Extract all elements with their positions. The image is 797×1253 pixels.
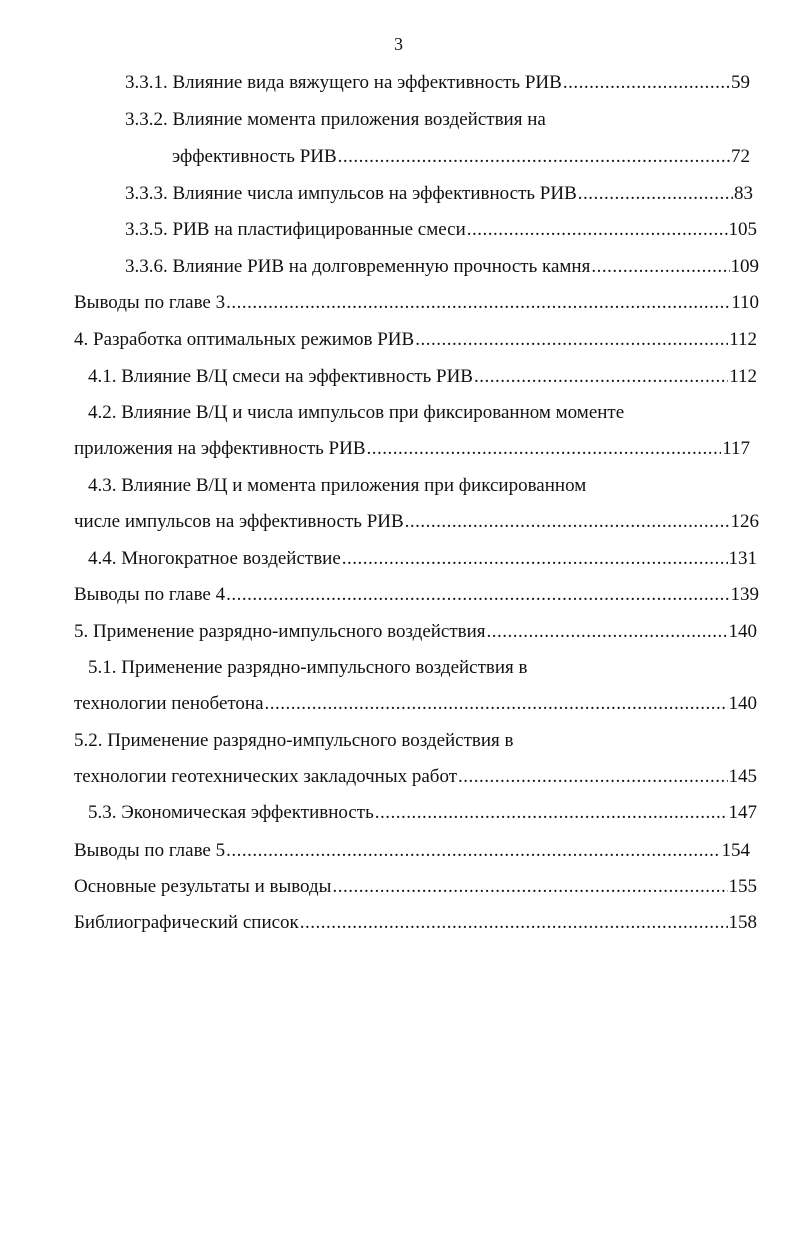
toc-entry-page: 140 [728, 621, 757, 642]
toc-entry[interactable] [74, 691, 757, 717]
toc-entry[interactable]: 5.1. Применение разрядно-импульсного воздействия в [88, 657, 528, 678]
toc-entry-page: 117 [722, 438, 750, 459]
toc-entry-leader [265, 691, 728, 717]
toc-entry[interactable] [74, 436, 750, 462]
toc-entry-title: Выводы по главе 3 [74, 292, 226, 313]
toc-entry-title: приложения на эффективность РИВ [74, 438, 366, 459]
toc-entry-title: 3.3.6. Влияние РИВ на долговременную прочность камня [125, 256, 591, 277]
toc-entry[interactable]: 3.3.2. Влияние момента приложения воздействия на [125, 109, 546, 130]
toc-entry[interactable] [74, 619, 757, 645]
toc-entry[interactable] [88, 364, 757, 390]
toc-entry-page: 72 [731, 146, 750, 167]
toc-entry-title: 4.1. Влияние В/Ц смеси на эффективность РИВ [88, 366, 473, 387]
toc-entry-title: 4. Разработка оптимальных режимов РИВ [74, 329, 415, 350]
toc-entry-leader [405, 509, 730, 535]
toc-entry[interactable] [88, 546, 757, 572]
toc-entry-page: 139 [730, 584, 759, 605]
toc-entry-leader [578, 181, 733, 207]
toc-entry[interactable] [74, 838, 750, 864]
toc-entry[interactable] [74, 327, 757, 353]
toc-entry-page: 83 [734, 183, 753, 204]
toc-entry-page: 105 [728, 219, 757, 240]
toc-entry-leader [458, 764, 727, 790]
toc-entry-title: 3.3.3. Влияние числа импульсов на эффективность РИВ [125, 183, 577, 204]
toc-entry[interactable] [74, 764, 757, 790]
toc-entry[interactable] [125, 70, 750, 96]
toc-entry-title: Библиографический список [74, 912, 299, 933]
toc-entry[interactable] [125, 254, 759, 280]
toc-entry-leader [467, 217, 728, 243]
toc-entry-leader [226, 838, 720, 864]
toc-entry-leader [226, 582, 729, 608]
toc-entry[interactable]: 4.2. Влияние В/Ц и числа импульсов при фиксированном моменте [88, 402, 625, 423]
toc-entry-title: 4.4. Многократное воздействие [88, 548, 341, 569]
toc-entry-title: технологии пенобетона [74, 693, 264, 714]
toc-entry-leader [338, 144, 730, 170]
toc-entry-leader [300, 910, 728, 936]
toc-entry-title: Основные результаты и выводы [74, 876, 332, 897]
toc-entry[interactable] [74, 910, 757, 936]
toc-entry-leader [563, 70, 730, 96]
toc-entry[interactable] [172, 144, 750, 170]
toc-entry-page: 112 [729, 329, 757, 350]
toc-entry-leader [342, 546, 728, 572]
toc-entry-title: числе импульсов на эффективность РИВ [74, 511, 404, 532]
toc-entry-title: Выводы по главе 4 [74, 584, 226, 605]
toc-entry-title: технологии геотехнических закладочных работ [74, 766, 458, 787]
toc-entry-page: 59 [731, 72, 750, 93]
toc-entry[interactable] [74, 290, 759, 316]
toc-entry-page: 109 [730, 256, 759, 277]
toc-entry[interactable] [74, 509, 759, 535]
toc-entry[interactable] [74, 874, 757, 900]
toc-entry-leader [487, 619, 728, 645]
page-number: 3 [394, 34, 403, 54]
toc-entry-leader [591, 254, 729, 280]
toc-entry-page: 112 [729, 366, 757, 387]
toc-entry[interactable] [88, 800, 757, 826]
toc-entry[interactable] [74, 582, 759, 608]
toc-entry-leader [415, 327, 728, 353]
toc-entry-page: 145 [728, 766, 757, 787]
toc-entry-page: 147 [728, 802, 757, 823]
toc-entry-title: эффективность РИВ [172, 146, 337, 167]
toc-entry-leader [367, 436, 722, 462]
toc-entry[interactable]: 5.2. Применение разрядно-импульсного воздействия в [74, 730, 514, 751]
toc-entry-page: 158 [728, 912, 757, 933]
toc-entry-page: 126 [730, 511, 759, 532]
toc-entry-title: 3.3.5. РИВ на пластифицированные смеси [125, 219, 466, 240]
toc-entry-leader [474, 364, 728, 390]
toc-entry-page: 154 [721, 840, 750, 861]
toc-entry-title: 5. Применение разрядно-импульсного воздействия [74, 621, 486, 642]
toc-entry-page: 110 [731, 292, 759, 313]
toc-entry[interactable]: 4.3. Влияние В/Ц и момента приложения при фиксированном [88, 475, 587, 496]
toc-entry-leader [332, 874, 727, 900]
toc-entry-page: 155 [728, 876, 757, 897]
toc-entry-title: 5.3. Экономическая эффективность [88, 802, 374, 823]
toc-entry[interactable] [125, 181, 753, 207]
toc-entry-page: 131 [728, 548, 757, 569]
toc-entry-page: 140 [728, 693, 757, 714]
toc-entry-leader [226, 290, 730, 316]
toc-entry-title: 3.3.1. Влияние вида вяжущего на эффективность РИВ [125, 72, 562, 93]
toc-entry[interactable] [125, 217, 757, 243]
toc-entry-title: Выводы по главе 5 [74, 840, 226, 861]
toc-entry-leader [375, 800, 728, 826]
